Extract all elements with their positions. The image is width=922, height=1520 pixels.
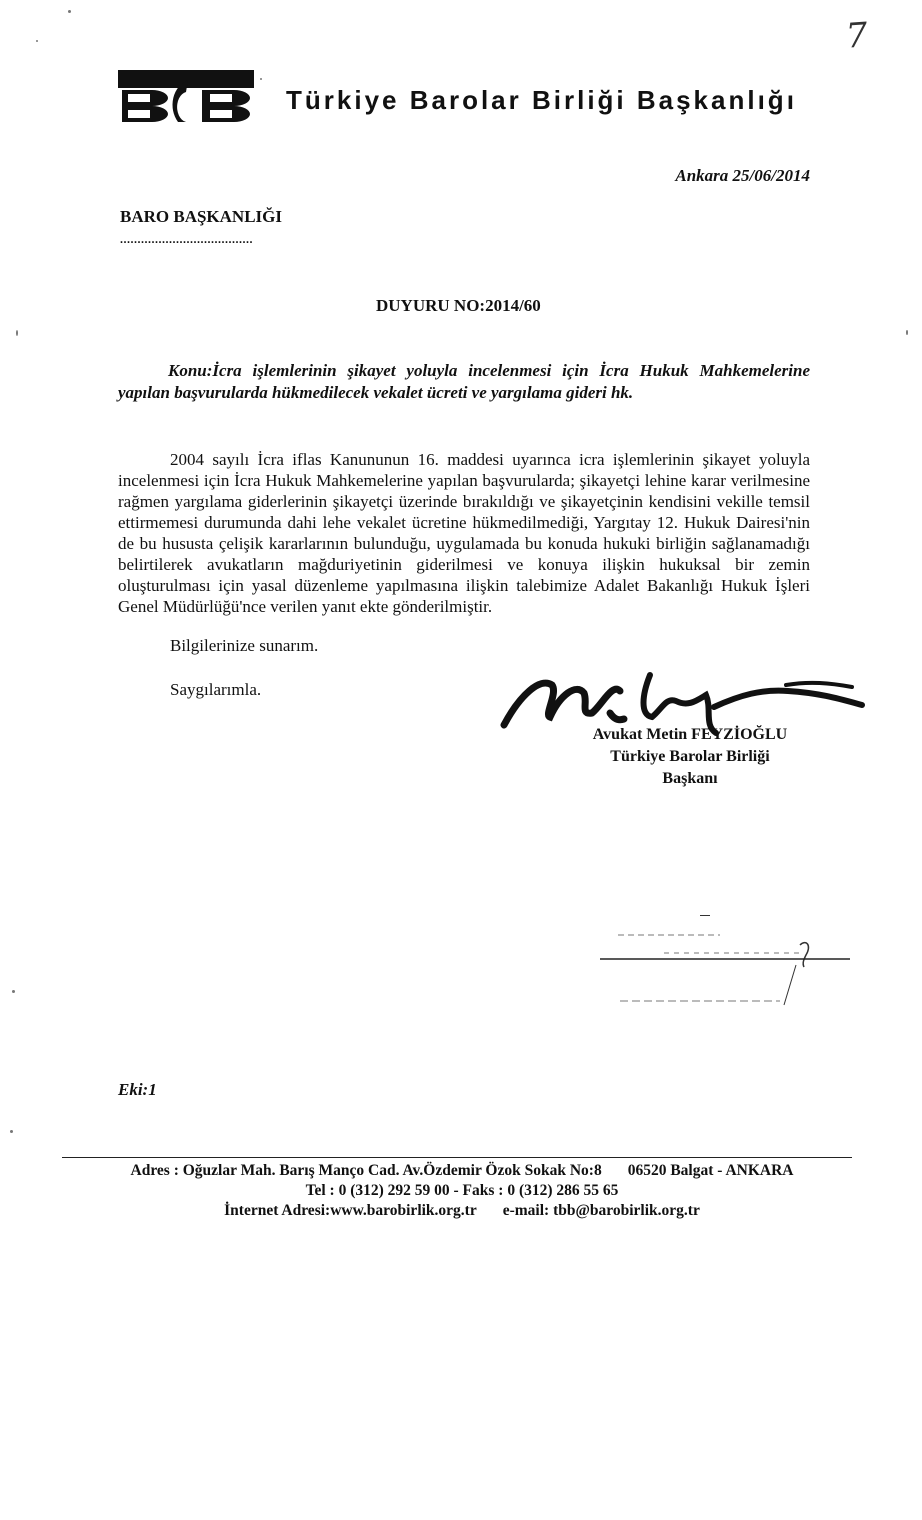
closing-line-1: Bilgilerinize sunarım. <box>170 636 319 655</box>
signer-organization: Türkiye Barolar Birliği <box>610 748 770 765</box>
handwritten-strokes <box>600 915 850 1025</box>
footer-email: e-mail: tbb@barobirlik.org.tr <box>502 1202 700 1219</box>
signer-block <box>540 724 840 790</box>
tbb-logo-icon <box>118 70 254 122</box>
signer-name: Avukat Metin FEYZİOĞLU <box>592 726 788 743</box>
footer-web-line <box>62 1201 862 1221</box>
scan-speck <box>68 10 71 13</box>
footer <box>62 1161 862 1221</box>
subject-line: Konu:İcra işlemlerinin şikayet yoluyla incelenmesi için İcra Hukuk Mahkemelerine yapılan başvurularda hükmedilecek vekalet ücreti ve yargılama gideri hk. <box>118 361 810 402</box>
organization-title: Türkiye Barolar Birliği Başkanlığı <box>286 85 797 115</box>
closing-line-2: Saygılarımla. <box>170 680 262 699</box>
scan-speck <box>12 990 15 993</box>
footer-phone: Tel : 0 (312) 292 59 00 - Faks : 0 (312) 286 55 65 <box>305 1182 619 1199</box>
document-date: Ankara 25/06/2014 <box>675 166 810 185</box>
scan-speck <box>906 330 908 335</box>
footer-rule <box>62 1157 852 1158</box>
footer-address: Adres : Oğuzlar Mah. Barış Manço Cad. Av.Özdemir Özok Sokak No:8 <box>130 1162 602 1179</box>
scan-speck <box>10 1130 13 1133</box>
scan-speck <box>260 78 262 80</box>
handwritten-page-mark: 7 <box>844 15 870 57</box>
body-paragraph: 2004 sayılı İcra iflas Kanununun 16. maddesi uyarınca icra işlemlerinin şikayet yoluyla incelenmesi için İcra Hukuk Mahkemelerine yapılan başvurularda; şikayetçi lehine karar verilmesine rağmen yargılama giderlerinin şikayetçi üzerinde bırakıldığı ve şikayetçinin kendisini vekille temsil ettirmemesi durumunda dahi lehe vekalet ücretine hükmedilmediği, Yargıtay 12. Hukuk Dairesi'nin de bu hususta çelişik kararlarının bulunduğu, uygulamada bu konuda hukuki birliğin sağlanamadığı belirtilerek avukatların mağduriyetinin giderilmesi ve konuya ilişkin hukuksal bir zemin oluşturulması için yasal düzenleme yapılmasına ilişkin talebimize Adalet Bakanlığı Hukuk İşleri Genel Müdürlüğü'nce verilen yanıt ekte gönderilmiştir. <box>118 450 810 616</box>
scan-speck <box>36 40 38 42</box>
signer-title: Başkanı <box>662 770 718 787</box>
scan-speck <box>16 330 18 336</box>
footer-address-line <box>62 1161 862 1181</box>
notice-number: DUYURU NO:2014/60 <box>376 296 541 315</box>
recipient-name: BARO BAŞKANLIĞI <box>120 207 283 226</box>
recipient-dots: ...................................... <box>120 232 253 246</box>
footer-postal: 06520 Balgat - ANKARA <box>627 1162 794 1179</box>
annex-label: Eki:1 <box>118 1080 157 1099</box>
footer-website: İnternet Adresi:www.barobirlik.org.tr <box>224 1202 477 1219</box>
